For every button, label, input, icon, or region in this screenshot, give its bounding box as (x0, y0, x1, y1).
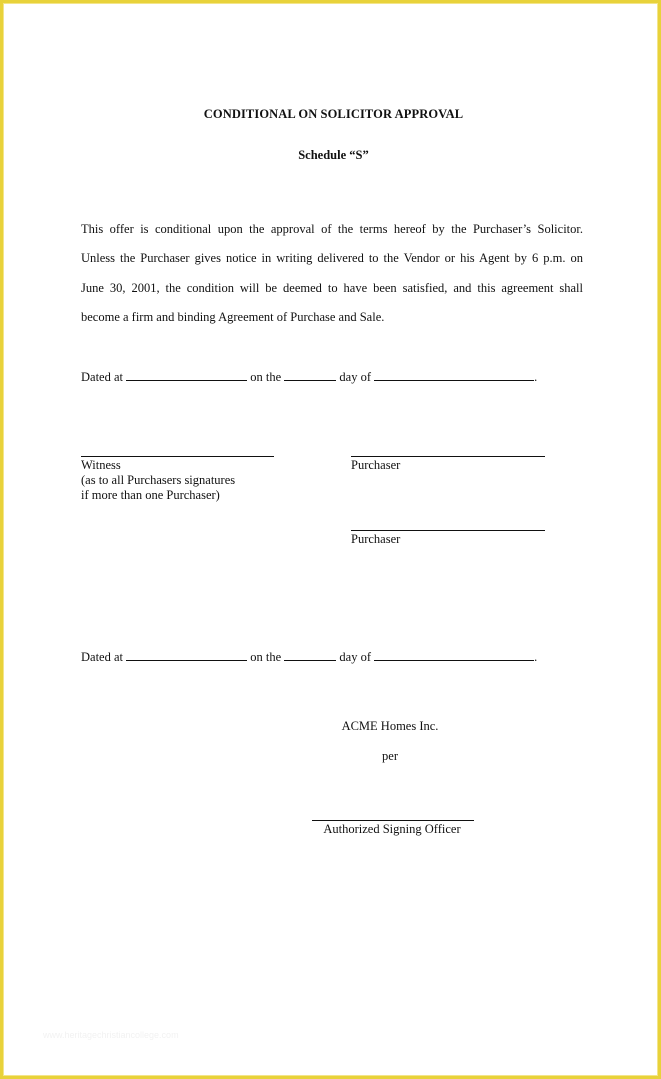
purchaser-label-2: Purchaser (351, 532, 401, 546)
day-blank[interactable] (284, 650, 336, 661)
witness-label: Witness (81, 458, 121, 472)
purchaser-signature-line-1[interactable] (351, 456, 545, 457)
witness-note-2: if more than one Purchaser) (81, 488, 220, 502)
per-label: per (382, 749, 398, 763)
officer-signature-line[interactable] (312, 820, 474, 821)
month-blank[interactable] (374, 370, 534, 381)
dated-at-label: Dated at (81, 650, 123, 664)
witness-block (81, 458, 235, 503)
officer-label: Authorized Signing Officer (323, 822, 461, 836)
body-line-4: become a firm and binding Agreement of Purchase and Sale. (81, 310, 385, 324)
on-the-label: on the (250, 650, 282, 664)
schedule-subtitle: Schedule “S” (298, 148, 369, 162)
on-the-label: on the (250, 370, 282, 384)
witness-note-1: (as to all Purchasers signatures (81, 473, 236, 487)
body-line-3: June 30, 2001, the condition will be deemed to have been satisfied, and this agreement shall (81, 281, 583, 295)
body-line-2: Unless the Purchaser gives notice in writing delivered to the Vendor or his Agent by 6 p.m. on (81, 251, 583, 265)
place-blank[interactable] (126, 650, 247, 661)
purchaser-signature-line-2[interactable] (351, 530, 545, 531)
day-blank[interactable] (284, 370, 336, 381)
dated-line-2 (81, 650, 537, 665)
witness-signature-line[interactable] (81, 456, 274, 457)
place-blank[interactable] (126, 370, 247, 381)
purchaser-label-1: Purchaser (351, 458, 401, 472)
company-name: ACME Homes Inc. (341, 719, 439, 733)
day-of-label: day of (339, 370, 371, 384)
dated-line-1 (81, 370, 537, 385)
watermark: www.heritagechristiancollege.com (43, 1030, 179, 1040)
day-of-label: day of (339, 650, 371, 664)
body-line-1: This offer is conditional upon the approval of the terms hereof by the Purchaser’s Solicitor. (81, 222, 583, 236)
dated-at-label: Dated at (81, 370, 123, 384)
month-blank[interactable] (374, 650, 534, 661)
document-title: CONDITIONAL ON SOLICITOR APPROVAL (203, 107, 464, 121)
period: . (534, 650, 538, 664)
period: . (534, 370, 538, 384)
